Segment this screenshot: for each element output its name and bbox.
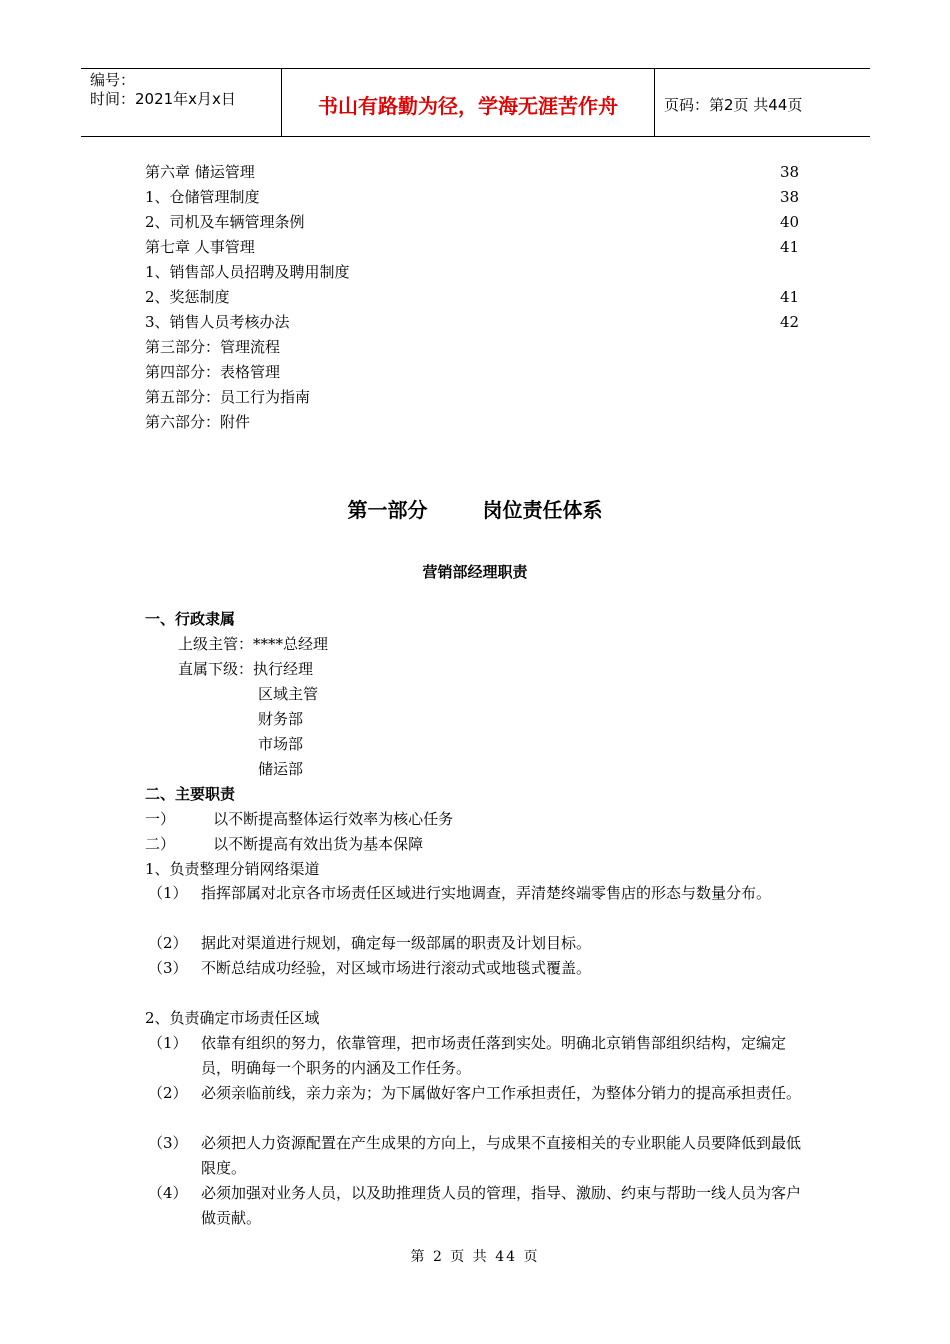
subordinate-item: 市场部 xyxy=(258,735,304,753)
list-item xyxy=(148,881,813,906)
toc-row xyxy=(145,160,800,185)
toc-page: 38 xyxy=(780,188,800,206)
toc-row xyxy=(145,285,800,310)
toc-title: 第四部分：表格管理 xyxy=(145,363,281,381)
item-number: （4） xyxy=(148,1184,188,1202)
item-number: （1） xyxy=(148,1034,188,1052)
item-text: 据此对渠道进行规划，确定每一级部属的职责及计划目标。 xyxy=(201,934,592,952)
subordinate-item: 区域主管 xyxy=(258,685,319,703)
toc-page: 41 xyxy=(780,238,800,256)
toc-row xyxy=(145,235,800,260)
item-text: 依靠有组织的努力，依靠管理，把市场责任落到实处。明确北京销售部组织结构，定编定员，明确每一个职务的内涵及工作任务。 xyxy=(201,1034,787,1077)
item-text: 不断总结成功经验，对区域市场进行滚动式或地毯式覆盖。 xyxy=(201,959,592,977)
list-item xyxy=(148,1031,813,1081)
header-meta xyxy=(81,69,282,136)
part-title xyxy=(0,494,950,523)
item-text: 指挥部属对北京各市场责任区域进行实地调查，弄清楚终端零售店的形态与数量分布。 xyxy=(201,884,772,902)
item-text: 必须亲临前线，亲力亲为；为下属做好客户工作承担责任，为整体分销力的提高承担责任。 xyxy=(201,1084,802,1102)
toc-row xyxy=(145,260,800,285)
toc-title: 第三部分：管理流程 xyxy=(145,338,281,356)
core-task: 二） 以不断提高有效出货为基本保障 xyxy=(145,835,424,853)
subordinate-item: 储运部 xyxy=(258,760,304,778)
section-1 xyxy=(145,607,810,882)
toc-page xyxy=(780,410,800,435)
toc-page xyxy=(780,260,800,285)
item-number: （3） xyxy=(148,959,188,977)
toc-row xyxy=(145,210,800,235)
group-2-title: 2、负责确定市场责任区域 xyxy=(145,1009,320,1027)
toc-page: 42 xyxy=(780,313,800,331)
item-number: （3） xyxy=(148,1134,188,1152)
section-1-heading: 一、行政隶属 xyxy=(145,610,236,628)
part-title-right: 岗位责任体系 xyxy=(482,498,603,522)
toc-page xyxy=(780,335,800,360)
toc-page xyxy=(780,385,800,410)
toc-row xyxy=(145,310,800,335)
toc-row xyxy=(145,360,800,385)
toc-title: 第七章 人事管理 xyxy=(145,238,255,256)
toc-title: 1、销售部人员招聘及聘用制度 xyxy=(145,263,350,281)
core-task: 一） 以不断提高整体运行效率为核心任务 xyxy=(145,810,454,828)
section-title: 营销部经理职责 xyxy=(422,563,528,581)
toc-title: 2、奖惩制度 xyxy=(145,288,230,306)
toc-page xyxy=(780,360,800,385)
superior-line: 上级主管：****总经理 xyxy=(178,635,329,653)
item-text: 必须把人力资源配置在产生成果的方向上，与成果不直接相关的专业职能人员要降低到最低限度。 xyxy=(201,1134,802,1177)
list-item xyxy=(148,956,813,981)
item-text: 必须加强对业务人员，以及助推理货人员的管理，指导、激励、约束与帮助一线人员为客户做贡献。 xyxy=(201,1184,802,1227)
item-number: （2） xyxy=(148,934,188,952)
toc-title: 2、司机及车辆管理条例 xyxy=(145,213,305,231)
header-number-label: 编号： xyxy=(90,71,136,89)
toc-row xyxy=(145,385,800,410)
subordinate-line: 直属下级：执行经理 xyxy=(178,660,314,678)
toc-page: 40 xyxy=(780,213,800,231)
list-item xyxy=(148,1181,813,1231)
item-number: （2） xyxy=(148,1084,188,1102)
header-page-info: 页码：第2页 共44页 xyxy=(664,95,803,114)
part-title-left: 第一部分 xyxy=(347,498,428,522)
page-footer: 第 2 页 共 44 页 xyxy=(410,1249,540,1265)
toc-title: 第五部分：员工行为指南 xyxy=(145,388,311,406)
toc-page: 38 xyxy=(780,163,800,181)
header-time-label: 时间：2021年x月x日 xyxy=(90,90,236,108)
toc-title: 第六部分：附件 xyxy=(145,413,251,431)
header-motto: 书山有路勤为径，学海无涯苦作舟 xyxy=(282,69,655,136)
toc-page: 41 xyxy=(780,288,800,306)
toc-title: 3、销售人员考核办法 xyxy=(145,313,290,331)
group-1-title: 1、负责整理分销网络渠道 xyxy=(145,860,320,878)
toc-title: 第六章 储运管理 xyxy=(145,163,255,181)
table-of-contents xyxy=(145,160,800,435)
toc-row xyxy=(145,410,800,435)
list-item xyxy=(148,931,813,956)
list-item xyxy=(148,1081,813,1106)
page-header xyxy=(81,68,870,137)
item-number: （1） xyxy=(148,884,188,902)
toc-row xyxy=(145,335,800,360)
section-2-heading: 二、主要职责 xyxy=(145,785,236,803)
toc-row xyxy=(145,185,800,210)
list-item xyxy=(148,1131,813,1181)
subordinate-item: 财务部 xyxy=(258,710,304,728)
toc-title: 1、仓储管理制度 xyxy=(145,188,260,206)
